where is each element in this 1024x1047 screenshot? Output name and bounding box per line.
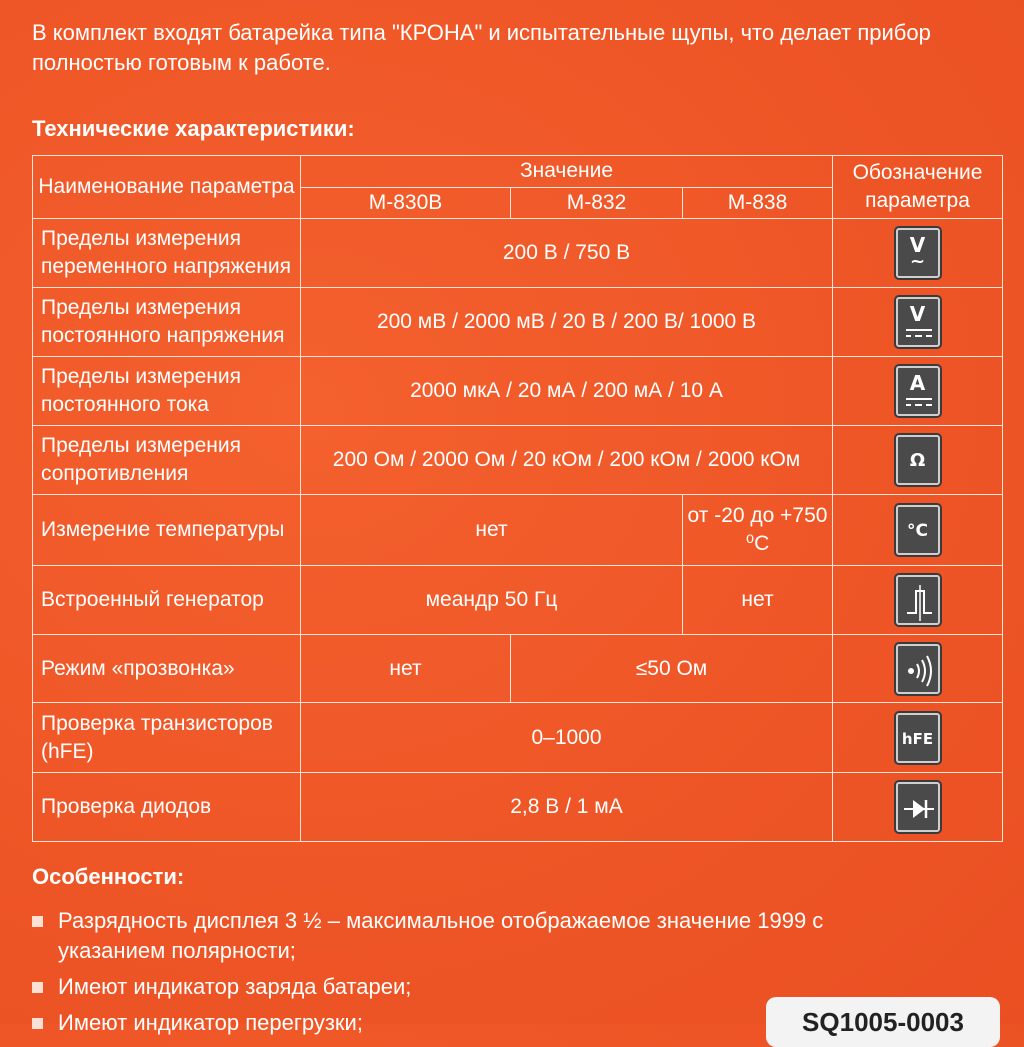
row-param: Проверка диодов <box>33 773 301 842</box>
resistance-icon: Ω <box>896 435 940 485</box>
row-value: 200 Ом / 2000 Ом / 20 кОм / 200 кОм / 2000 кОм <box>301 426 833 495</box>
row-param: Режим «прозвонка» <box>33 635 301 703</box>
header-symbol: Обозначение параметра <box>833 156 1003 219</box>
temperature-icon: °C <box>896 505 940 555</box>
list-item: Разрядность дисплея 3 ½ – максимальное отображаемое значение 1999 с указанием полярности; <box>32 906 912 966</box>
row-param: Пределы измерения переменного напряжения <box>33 219 301 288</box>
row-value-830-832: меандр 50 Гц <box>301 566 683 635</box>
header-model-838: М-838 <box>683 187 833 219</box>
header-param: Наименование параметра <box>33 156 301 219</box>
hfe-icon: hFE <box>896 713 940 763</box>
header-value: Значение <box>301 156 833 188</box>
table-row <box>33 703 1003 773</box>
row-value-838: нет <box>683 566 833 635</box>
product-code-label: SQ1005-0003 <box>766 997 1000 1047</box>
specs-heading: Технические характеристики: <box>32 116 355 141</box>
specs-table <box>32 155 1003 842</box>
table-row <box>33 635 1003 703</box>
list-item: Имеют индикатор заряда батареи; <box>32 972 912 1002</box>
header-model-830b: М-830В <box>301 187 511 219</box>
row-param: Проверка транзисторов (hFE) <box>33 703 301 773</box>
row-param: Встроенный генератор <box>33 566 301 635</box>
dc-voltage-icon: V <box>896 297 940 347</box>
row-param: Пределы измерения постоянного напряжения <box>33 288 301 357</box>
square-wave-icon <box>896 575 940 625</box>
row-value: 2000 мкА / 20 мА / 200 мА / 10 А <box>301 357 833 426</box>
list-item: Имеют индикатор перегрузки; <box>32 1008 912 1038</box>
continuity-icon <box>896 644 940 694</box>
table-row <box>33 495 1003 566</box>
bullet-square-icon <box>32 916 43 927</box>
row-param: Пределы измерения сопротивления <box>33 426 301 495</box>
diode-icon <box>896 782 940 832</box>
row-value: 0–1000 <box>301 703 833 773</box>
table-row <box>33 773 1003 842</box>
row-param: Измерение температуры <box>33 495 301 566</box>
row-value: 200 мВ / 2000 мВ / 20 В / 200 В/ 1000 В <box>301 288 833 357</box>
table-header-row <box>33 156 1003 188</box>
table-row <box>33 219 1003 288</box>
row-value-832-838: ≤50 Ом <box>511 635 833 703</box>
table-row <box>33 288 1003 357</box>
intro-text: В комплект входят батарейка типа "КРОНА" и испытательные щупы, что делает прибор полностью готовым к работе. <box>32 20 931 75</box>
dc-current-icon: A <box>896 366 940 416</box>
bullet-square-icon <box>32 982 43 993</box>
row-value-838: от -20 до +750 ⁰С <box>683 495 833 566</box>
ac-voltage-icon: V ~ <box>896 228 940 278</box>
features-heading: Особенности: <box>32 864 185 889</box>
row-value-830: нет <box>301 635 511 703</box>
row-value-830-832: нет <box>301 495 683 566</box>
row-value: 200 В / 750 В <box>301 219 833 288</box>
header-model-832: М-832 <box>511 187 683 219</box>
row-param: Пределы измерения постоянного тока <box>33 357 301 426</box>
table-row <box>33 566 1003 635</box>
table-row <box>33 426 1003 495</box>
table-row <box>33 357 1003 426</box>
row-value: 2,8 В / 1 мА <box>301 773 833 842</box>
